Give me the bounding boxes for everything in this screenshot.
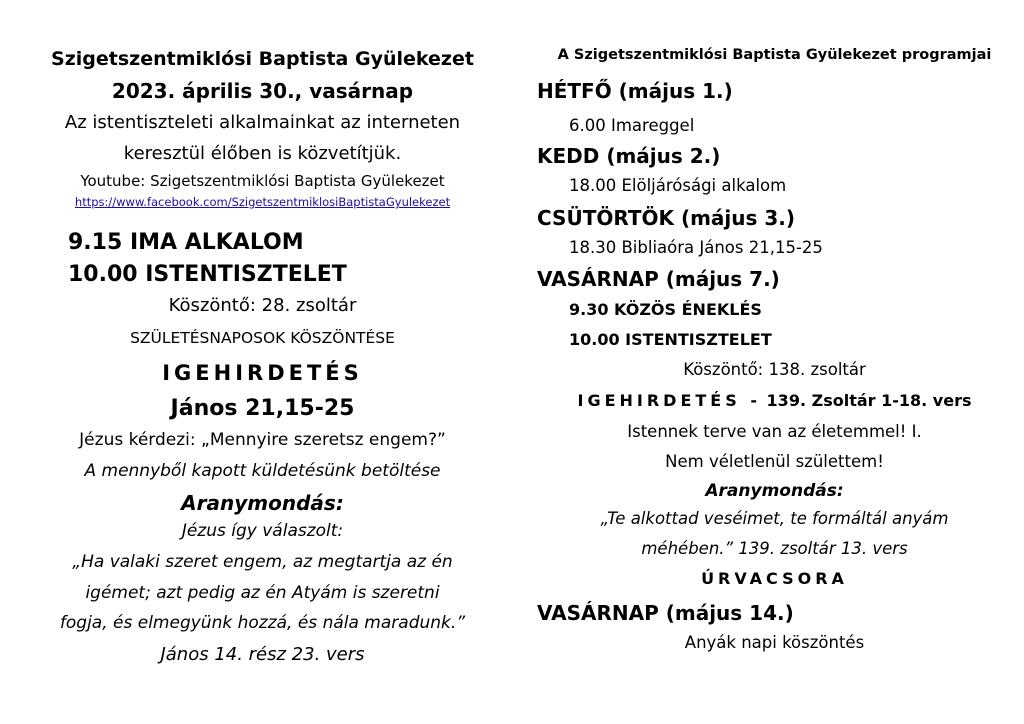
sermon-title: A mennyből kapott küldetésünk betöltése	[84, 461, 441, 481]
sermon-question: Jézus kérdezi: „Mennyire szeretsz engem?”	[79, 430, 446, 450]
prayer-meeting: 9.15 IMA ALKALOM	[68, 230, 304, 255]
golden-verse-line1: „Ha valaki szeret engem, az megtartja az én	[72, 552, 453, 572]
sermon-theme-line1: Istennek terve van az életemmel! I.	[627, 422, 922, 441]
sermon-heading: IGEHIRDETÉS	[162, 361, 363, 385]
worship-service: 10.00 ISTENTISZTELET	[68, 262, 347, 287]
golden-verse-reference: János 14. rész 23. vers	[160, 644, 365, 665]
golden-verse-intro: Jézus így válaszolt:	[181, 521, 344, 541]
monday-item: 6.00 Imareggel	[569, 116, 695, 135]
sunday-may7-verse-heading: Aranymondás:	[705, 481, 844, 501]
sunday-may7-greeting: Köszöntő: 138. zsoltár	[683, 360, 866, 379]
facebook-link[interactable]: https://www.facebook.com/SzigetszentmiklosiBaptistaGyulekezet	[74, 195, 451, 209]
greeting-psalm: Köszöntő: 28. zsoltár	[168, 295, 357, 316]
sermon-theme-line2: Nem véletlenül születtem!	[665, 452, 884, 471]
sunday-may7-sermon-label: IGEHIRDETÉS -	[577, 391, 761, 410]
birthdays-greeting: SZÜLETÉSNAPOSOK KÖSZÖNTÉSE	[130, 329, 395, 347]
sunday-may7-verse-line2: méhében.” 139. zsoltár 13. vers	[641, 539, 908, 558]
golden-verse-line3: fogja, és elmegyünk hozzá, és nála maradunk.”	[59, 613, 466, 633]
tuesday-heading: KEDD (május 2.)	[537, 144, 721, 168]
stream-note-line2: keresztül élőben is közvetítjük.	[123, 143, 402, 164]
mothers-day-greeting: Anyák napi köszöntés	[684, 633, 865, 652]
sunday-may7-heading: VASÁRNAP (május 7.)	[537, 267, 780, 291]
church-name: Szigetszentmiklósi Baptista Gyülekezet	[51, 48, 474, 70]
thursday-heading: CSÜTÖRTÖK (május 3.)	[537, 206, 796, 230]
sunday-may7-sermon	[525, 392, 1024, 410]
sunday-may7-verse-line1: „Te alkottad veséimet, te formáltál anyám	[600, 509, 949, 528]
common-singing: 9.30 KÖZÖS ÉNEKLÉS	[569, 300, 762, 319]
monday-heading: HÉTFŐ (május 1.)	[537, 79, 733, 103]
sermon-reference: János 21,15-25	[170, 396, 355, 421]
golden-verse-line2: igémet; azt pedig az én Atyám is szeretni	[85, 583, 440, 603]
youtube-channel: Youtube: Szigetszentmiklósi Baptista Gyülekezet	[80, 172, 445, 190]
service-date: 2023. április 30., vasárnap	[111, 79, 414, 103]
golden-verse-heading: Aranymondás:	[181, 491, 344, 515]
communion: ÚRVACSORA	[701, 569, 848, 588]
sunday-may7-sermon-reference: 139. Zsoltár 1-18. vers	[766, 391, 972, 410]
stream-note-line1: Az istentiszteleti alkalmainkat az interneten	[64, 112, 461, 133]
programs-title: A Szigetszentmiklósi Baptista Gyülekezet programjai	[557, 47, 992, 63]
sunday-may14-heading: VASÁRNAP (május 14.)	[537, 601, 794, 625]
sunday-may7-service: 10.00 ISTENTISZTELET	[569, 330, 772, 349]
thursday-item: 18.30 Bibliaóra János 21,15-25	[569, 238, 823, 257]
tuesday-item: 18.00 Elöljárósági alkalom	[569, 176, 787, 195]
